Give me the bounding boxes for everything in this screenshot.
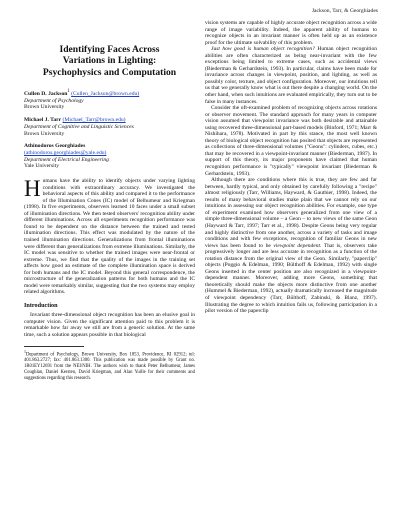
drop-cap: H [24,176,41,202]
title-line: Identifying Faces Across [59,44,160,55]
author-footnote-mark: 1 [67,89,70,95]
footnote-mark: 1 [24,350,26,355]
author-organization: Brown University [24,130,65,137]
author-department: Department of Psychology [24,97,84,104]
running-head: Jackson, Tarr, & Georghiades [311,8,378,14]
title-line: Variations in Lighting: [62,55,157,67]
left-column [24,36,195,508]
author-block [24,117,195,137]
footnote-divider [24,346,84,347]
italic-phrase: viewpoint dependent [273,242,320,249]
author-block [24,143,195,170]
paragraph: Just how good is human object recognition? Human object recognition abilities are often characterized as being near-invariant with the few exceptions being limited to extreme cases, such as accidental views (Biederman & Gerhardstein, 1993). In particular, claims have been made for invariance across changes in viewpoint, position, and lighting, as well as possibly color, texture, and object configuration. Moreover, our intuitions tell us that we generally know what is out there despite a changing world. On the other hand, when such intuitions are evaluated empirically, they turn out to be false in many instances. [205,46,377,105]
paragraph: Consider the oft-examined problem of recognizing objects across rotations or observer movement. The standard approach for many years in computer vision assumed that viewpoint invariance was both desirable and attainable using recovered three-dimensional part-based models (Binford, 1971; Marr & Nishihara, 1978). Motivated in part by this stance, the most well known theory of biological object recognition has posited that objects are represented as collections of three-dimensional volumes ("Geons": cylinders, cubes, etc.) that may be recovered in a viewpoint-invariant manner (Biederman, 1987). In support of this theory, its major proponents have claimed that human recognition performance is "typically" viewpoint invariant (Biederman & Gerhardstein, 1993). [205,105,377,177]
paragraph: vision systems are capable of highly accurate object recognition across a wide range of image variability. Indeed, the apparent ability of humans to recognize objects in an invariant manner is often held up as an existence proof for the ultimate solvability of this problem. [205,20,377,46]
introduction-section [24,312,195,338]
author-email-link[interactable]: (Cullen_Jackson@brown.edu) [71,91,140,98]
paper-title [24,44,195,78]
author-email-link[interactable]: (Michael_Tarr@brown.edu) [62,117,126,124]
italic-phrase: Just how good is human object recognition? [211,46,315,53]
author-department: Department of Cognitive and Linguistic Sciences [24,123,134,130]
author-department: Department of Electrical Engineering [24,156,109,163]
abstract [24,178,195,296]
abstract-text: umans have the ability to identify objects under varying lighting conditions with extraordinary accuracy. We investigated the behavioral aspects of this ability and compared it to the performance of the Illumination Cones (IC) model of Belhumeur and Kriegman (1998). In five experiments, observers learned 10 faces under a small subset of illumination directions. We then tested observers' recognition ability under different illuminations. Across all experiments recognition performance was found to be dependent on the distance between the trained and tested illumination directions. This effect was modulated by the nature of the trained illumination directions. Generalizations from frontal illuminations were different than generalizations from extreme illuminations. Similarly, the IC model was sensitive to whether the trained images were near-frontal or extreme. Thus, we find that the quality of the images in the training set affects how good an estimate of the complete illumination space is derived for both humans and the IC model. Beyond this general correspondence, the microstructure of the generalization patterns for both humans and the IC model were remarkably similar, suggesting that the two systems may employ related algorithms. [24,178,195,296]
author-name: Cullen D. Jackson [24,91,68,98]
author-name: Michael J. Tarr [24,117,62,124]
author-organization: Yale University [24,163,60,170]
author-name: Athinodoros Georghiades [24,143,86,150]
right-column [205,20,377,510]
title-line: Psychophysics and Computation [42,66,177,78]
footnote [24,350,195,381]
footnote-text: Department of Psychology, Brown University, Box 1853, Providence, RI 02912; tel: 401.863.2727; fax: 401.863.1300. This publication was made possible by Grant no. 1R01EY12691 from the NEI/NIH. The authors wish to thank Peter Belhumeur, James Coughlan, Daniel Kersten, David Kriegman, and Alan Yuille for their comments and suggestions regarding this research. [24,352,195,381]
author-block [24,89,195,111]
paragraph: Invariant three-dimensional object recognition has been an elusive goal in computer vision. Given the significant attention paid to this problem it is remarkable how far away we still are from a generic solution. At the same time, such a solution appears possible in that biological [24,311,195,338]
paragraph: Although there are conditions where this is true, they are few and far between, hardly typical, and only obtained by carefully following a "recipe" almost religiously (Tarr, Williams, Hayward, & Gauthier, 1998). Indeed, the results of many behavioral studies make plain that we cannot rely on our intuitions in assessing our object recognition abilities. For example, one type of experiment examined how observers generalized from one view of a simple three-dimensional volume – a Geon – to new views of the same Geon (Hayward & Tarr, 1997; Tarr et al., 1998). Despite Geons being very regular and highly distinctive from one another, across a variety of tasks and image conditions and with few exceptions, recognition of familiar Geons in new views has been found to be viewpoint dependent. That is, observers take progressively longer and are less accurate in recognition as a function of the rotation distance from the original view of the Geon. Similarly, "paperclip" objects (Poggio & Edelman, 1990; Bülthoff & Edelman, 1992) with single Geons inserted in the center position are also recognized in a viewpoint-dependent manner. Moreover, adding more Geons, something that theoretically should make the objects more distinctive from one another (Hummel & Biederman, 1992), actually dramatically increased the magnitude of viewpoint dependency (Tarr, Bülthoff, Zabinski, & Blanz, 1997). Illustrating the degree to which intuition fails us, following participation in a pilot version of the paperclip [205,177,377,315]
author-email-link[interactable]: (athinodoros.georghiades@yale.edu) [24,150,107,156]
author-organization: Brown University [24,104,65,111]
section-heading-introduction: Introduction [24,301,58,309]
right-column-text [205,20,377,315]
